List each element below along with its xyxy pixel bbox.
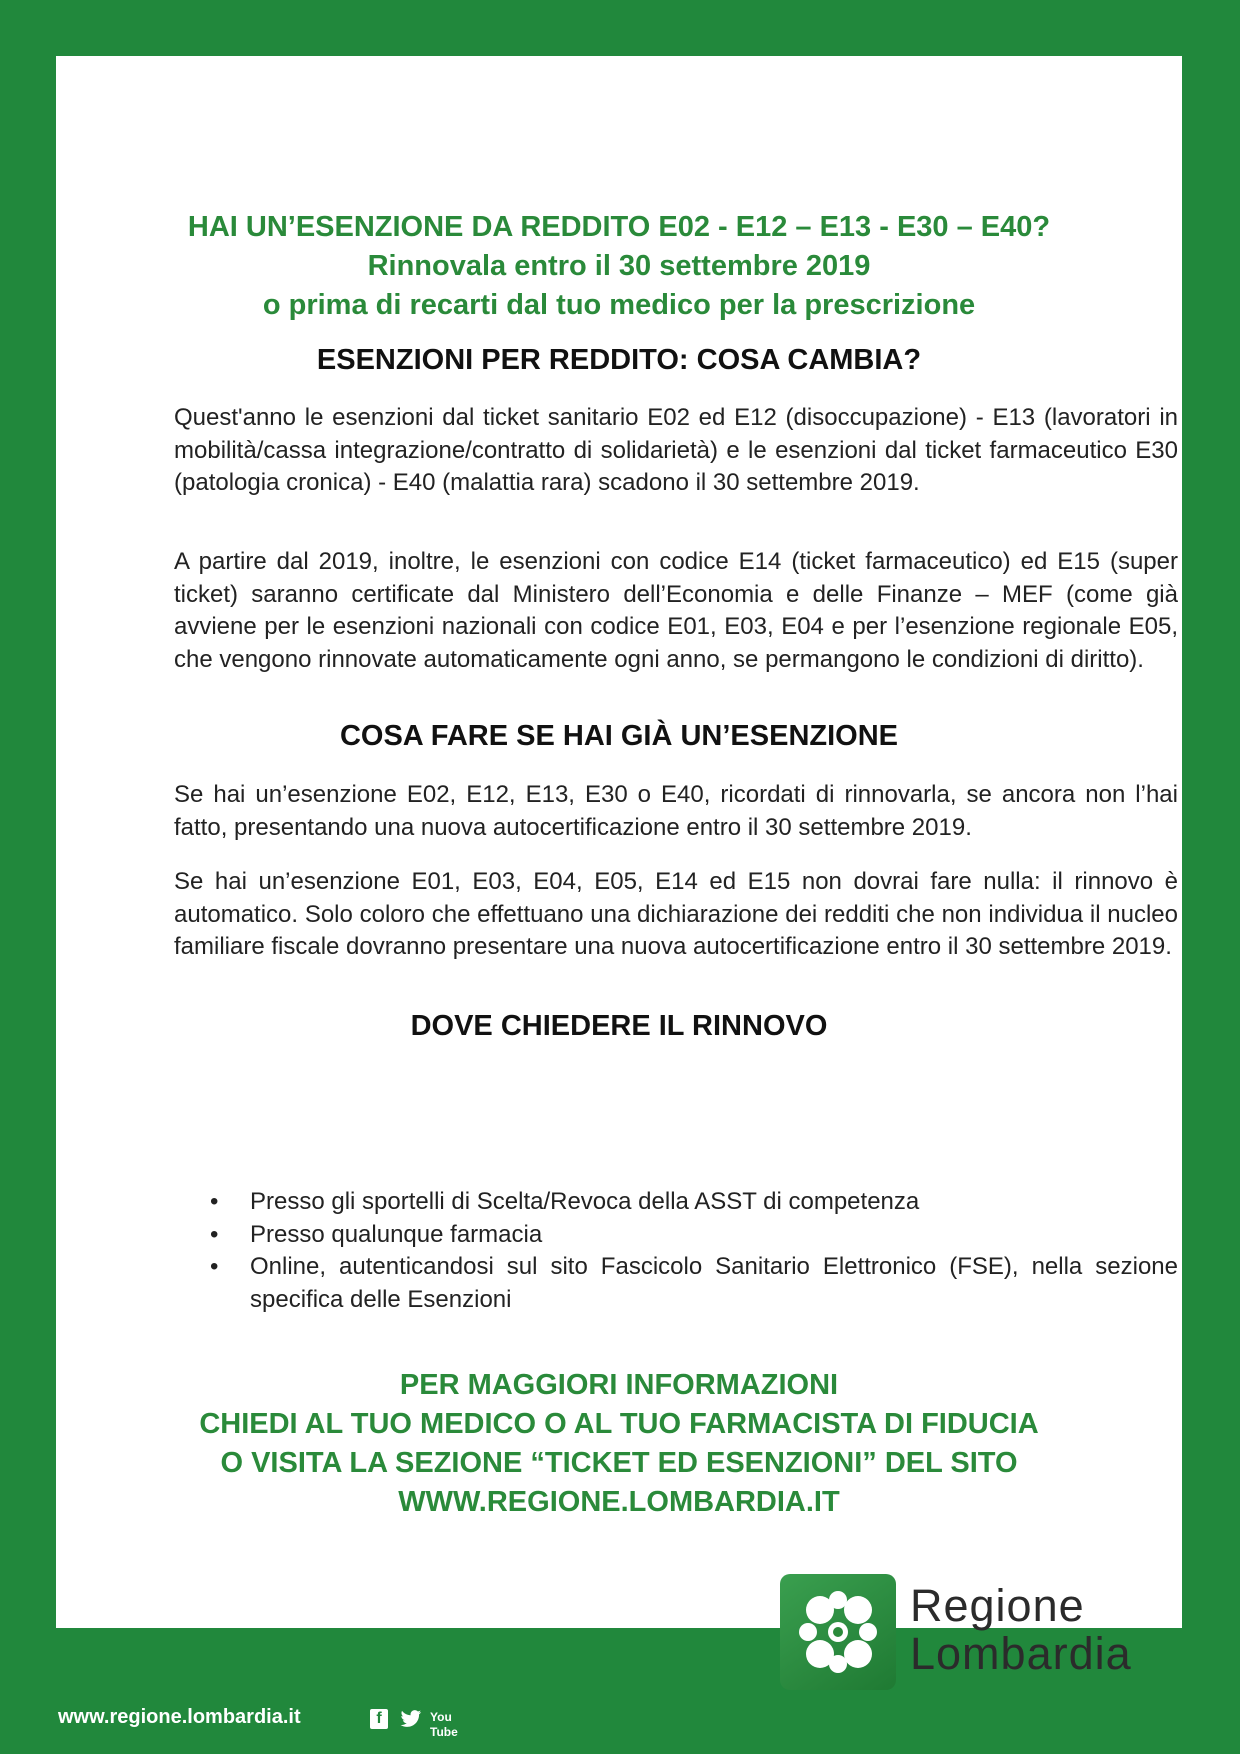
regione-lombardia-logo [780,1574,1180,1692]
paragraph-what-to-do-2 [174,866,1178,964]
more-info-visit: O VISITA LA SEZIONE “TICKET ED ESENZIONI” DEL SITO [220,1447,1018,1479]
list-item [204,1219,1178,1252]
more-info-url[interactable]: WWW.REGIONE.LOMBARDIA.IT [398,1486,840,1518]
paragraph-text: Se hai un’esenzione E01, E03, E04, E05, E14 ed E15 non dovrai fare nulla: il rinnovo è automatico. Solo coloro che effettuano una dichiarazione dei redditi che non individua il nucleo familiare fiscale dovranno presentare una nuova autocertificazione entro il 30 settembre 2019. [174,868,1178,960]
paragraph-text: Quest'anno le esenzioni dal ticket sanitario E02 ed E12 (disoccupazione) - E13 (lavoratori in mobilità/cassa integrazione/contratto di solidarietà) e le esenzioni dal ticket farmaceutico E30 (patologia cronica) - E40 (malattia rara) scadono il 30 settembre 2019. [174,404,1178,496]
youtube-icon[interactable] [430,1709,478,1739]
bullet-icon: • [210,1220,219,1248]
more-info-title: PER MAGGIORI INFORMAZIONI [399,1369,839,1401]
bullet-icon: • [210,1188,219,1215]
section-title-where: DOVE CHIEDERE IL RINNOVO [410,1010,828,1042]
footer-website-link[interactable]: www.regione.lombardia.it [58,1706,301,1728]
paragraph-text: Se hai un’esenzione E02, E12, E13, E30 o E40, ricordati di rinnovarla, se ancora non l’hai fatto, presentando una nuova autocertificazione entro il 30 settembre 2019. [174,781,1178,841]
facebook-icon[interactable]: f [370,1709,388,1729]
bullet-icon: • [210,1253,219,1280]
logo-line-2: Lombardia [910,1628,1132,1679]
poster-sheet [56,56,1182,1679]
logo-wordmark [910,1582,1132,1678]
list-item-text: Presso qualunque farmacia [250,1220,543,1248]
headline-subtitle: o prima di recarti dal tuo medico per la prescrizione [262,289,976,321]
paragraph-changes-1 [174,402,1178,500]
paragraph-text: A partire dal 2019, inoltre, le esenzioni con codice E14 (ticket farmaceutico) ed E15 (super ticket) saranno certificate dal Ministero dell’Economia e delle Finanze – MEF (come già avviene per le esenzioni nazionali con codice E01, E03, E04 e per l’esenzione regionale E05, che vengono rinnovate automaticamente ogni anno, se permangono le condizioni di diritto). [174,548,1178,673]
list-item [204,1251,1178,1316]
list-item-text: Online, autenticandosi sul sito Fascicolo Sanitario Elettronico (FSE), nella sezione specifica delle Esenzioni [250,1253,1178,1313]
paragraph-changes-2 [174,546,1178,676]
paragraph-what-to-do-1 [174,779,1178,844]
more-info-ask: CHIEDI AL TUO MEDICO O AL TUO FARMACISTA DI FIDUCIA [199,1408,1039,1440]
youtube-label: You Tube [430,1710,458,1739]
section-title-changes: ESENZIONI PER REDDITO: COSA CAMBIA? [316,344,922,376]
headline-deadline: Rinnovala entro il 30 settembre 2019 [367,250,871,282]
headline [56,208,1182,325]
headline-question: HAI UN’ESENZIONE DA REDDITO E02 - E12 – E13 - E30 – E40? [187,211,1051,243]
twitter-icon[interactable] [400,1709,422,1729]
logo-line-1: Regione [910,1580,1085,1631]
regione-lombardia-rose-icon [780,1574,896,1690]
renewal-locations-list [204,1186,1178,1316]
section-title-what-to-do: COSA FARE SE HAI GIÀ UN’ESENZIONE [339,720,899,752]
list-item-text: Presso gli sportelli di Scelta/Revoca della ASST di competenza [250,1188,920,1215]
more-info-block [56,1366,1182,1522]
list-item [204,1186,1178,1219]
